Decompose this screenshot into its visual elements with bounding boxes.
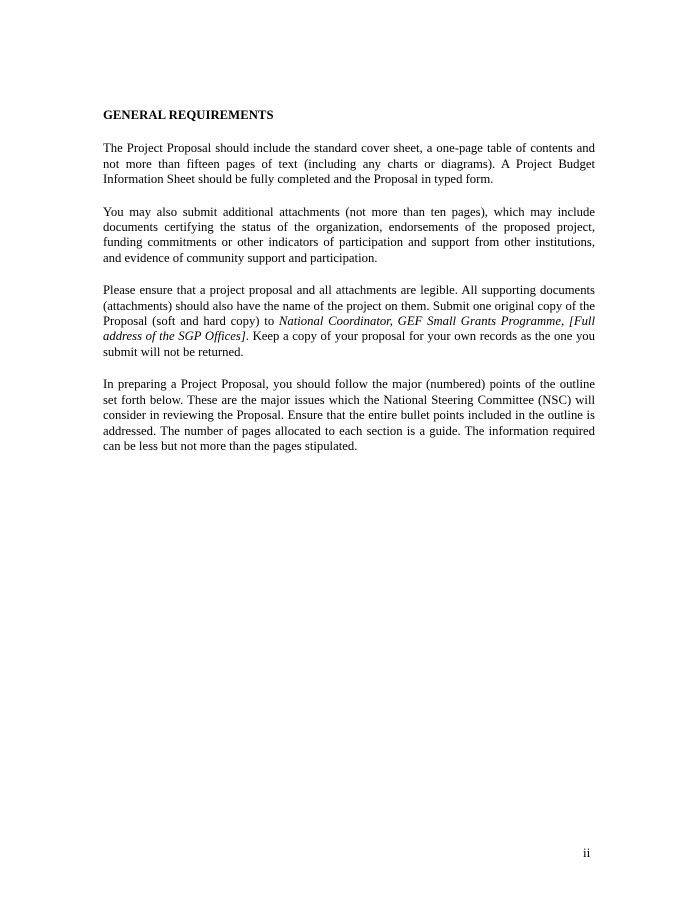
submission-text-before: Please ensure that a project proposal and all attachments are legible. All supporting documents (attachments) should also have the name of the project on them. Submit one original copy of the Proposal (soft and hard copy) to <box>103 283 595 329</box>
paragraph-attachments: You may also submit additional attachments (not more than ten pages), which may include documents certifying the status of the organization, endorsements of the proposed project, funding commitments or other indicators of participation and support from other institutions, and evidence of community support and participation. <box>103 204 595 265</box>
submission-address-italic: National Coordinator, GEF Small Grants Programme, [Full address of the SGP Offices] <box>103 314 595 344</box>
paragraph-submission <box>103 283 595 360</box>
page-content <box>103 108 595 471</box>
paragraph-outline-guidance: In preparing a Project Proposal, you should follow the major (numbered) points of the outline set forth below. These are the major issues which the National Steering Committee (NSC) will consider in reviewing the Proposal. Ensure that the entire bullet points included in the outline is addressed. The number of pages allocated to each section is a guide. The information required can be less but not more than the pages stipulated. <box>103 377 595 453</box>
submission-text-after: . Keep a copy of your proposal for your own records as the one you submit will not be returned. <box>103 329 595 359</box>
page-number: ii <box>583 845 591 860</box>
section-heading: GENERAL REQUIREMENTS <box>103 108 274 122</box>
paragraph-proposal-contents: The Project Proposal should include the standard cover sheet, a one-page table of contents and not more than fifteen pages of text (including any charts or diagrams). A Project Budget Information Sheet should be fully completed and the Proposal in typed form. <box>103 141 595 187</box>
